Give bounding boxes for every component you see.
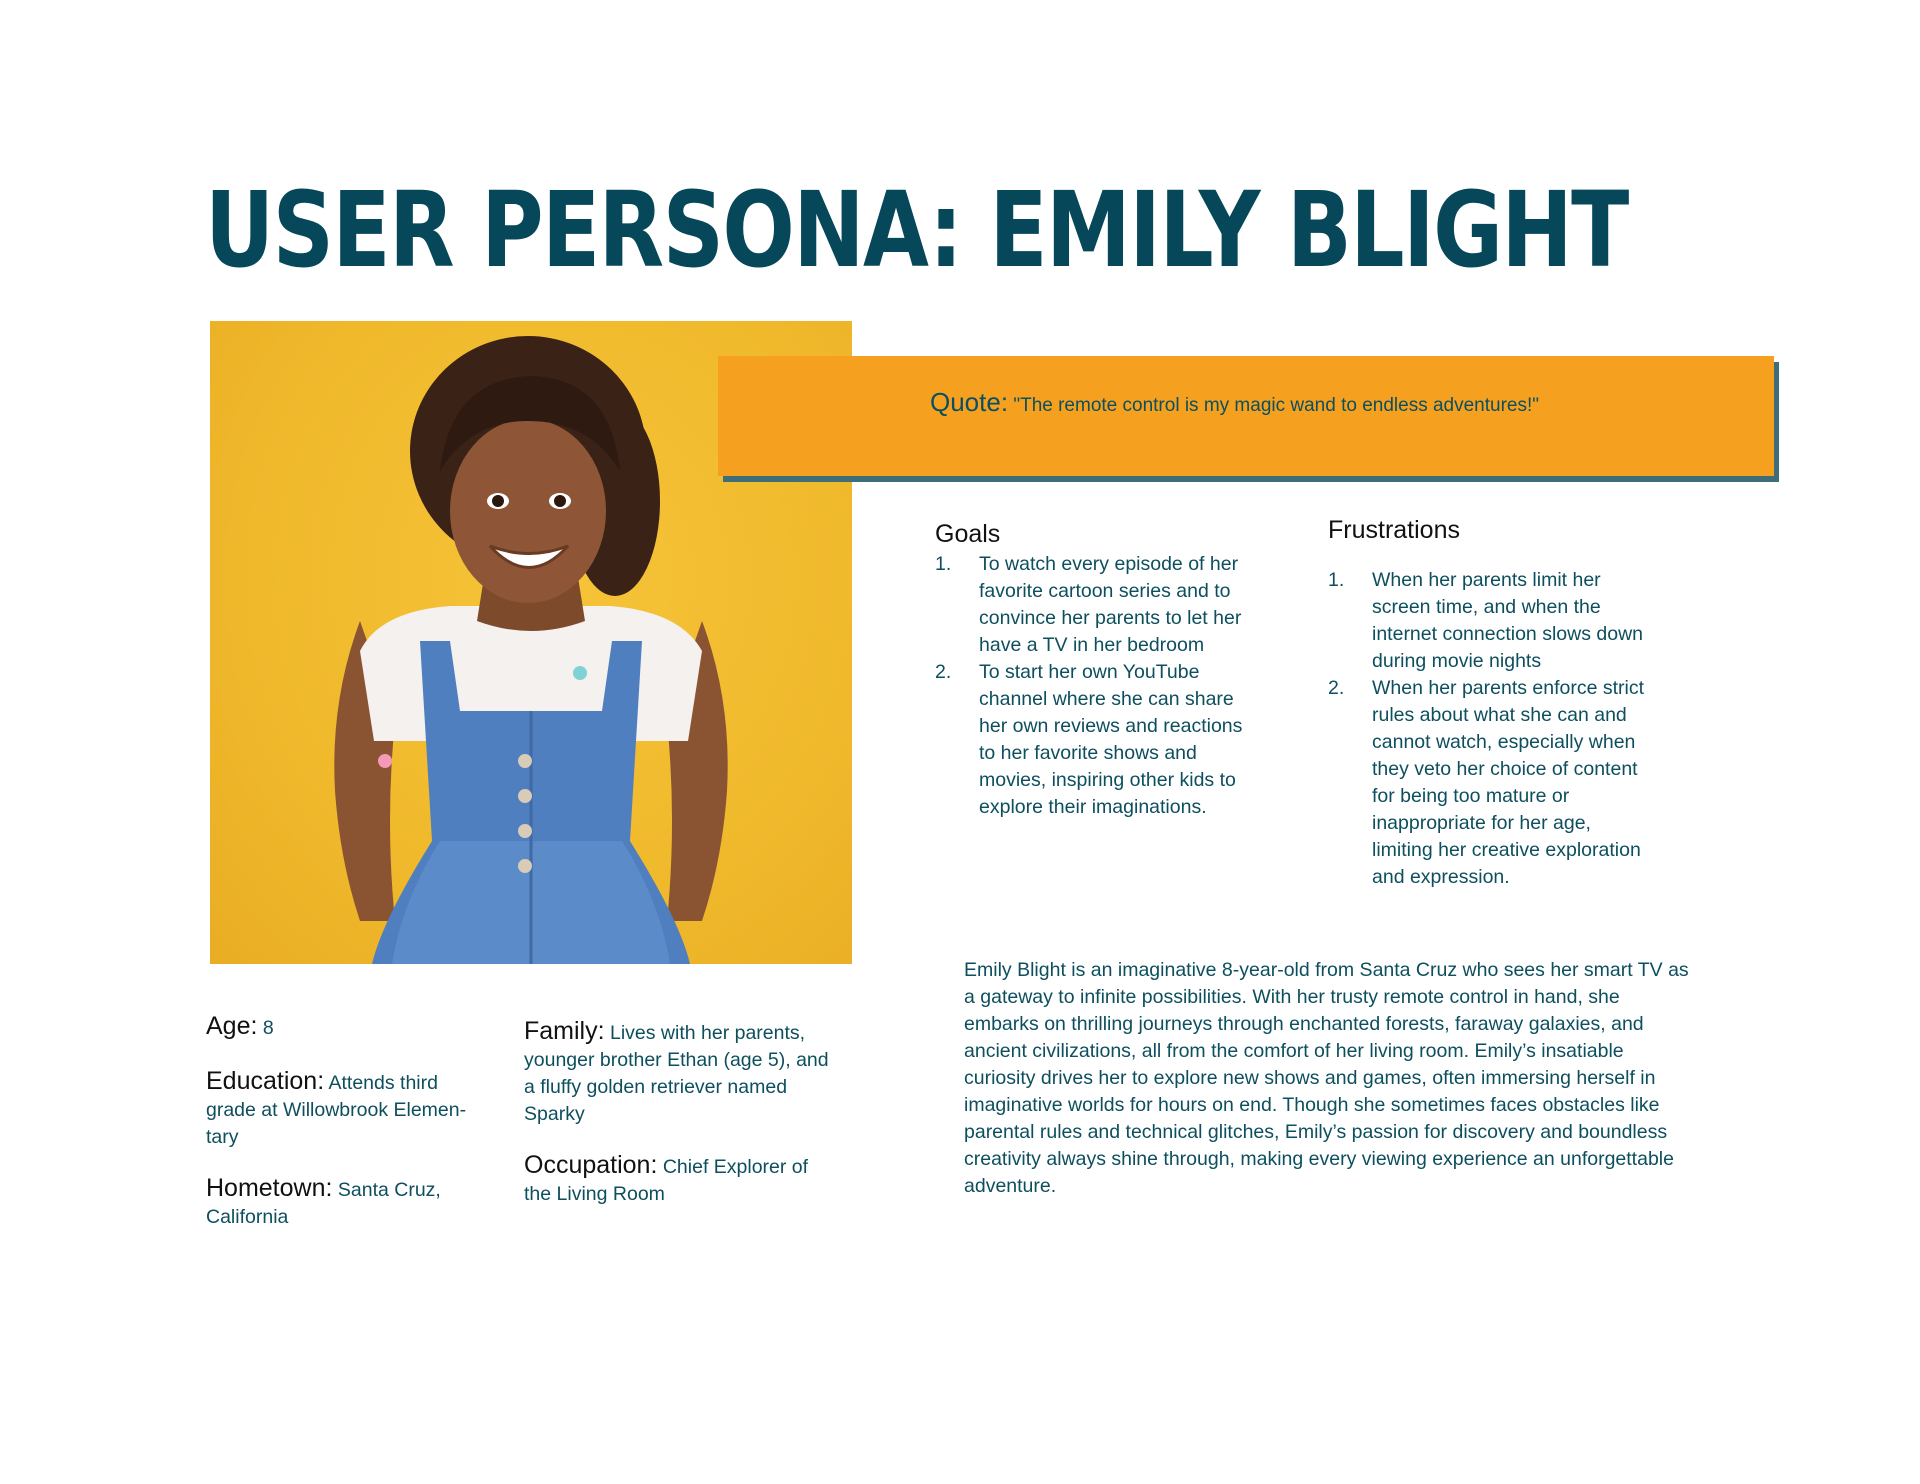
list-item-number: 2. [935,661,952,683]
quote [930,387,1750,418]
list-item-text: To start her own YouTube channel where she can share her own reviews and reactions to her favorite shows and movies, inspiring other kids to explore their imaginations. [979,661,1243,818]
list-item [1328,675,1653,891]
list-item-text: To watch every episode of her favorite cartoon series and to convince her parents to let her have a TV in her bedroom [979,553,1242,656]
fact-age-label: Age: [206,1012,258,1040]
frustrations-section [1328,516,1653,891]
fact-hometown-value: Santa Cruz, California [206,1179,441,1228]
list-item-text: When her parents enforce strict rules about what she can and cannot watch, especially when they veto her choice of content for being too mature or inappropriate for her age, limiting her creative exploration and expression. [1372,677,1645,888]
bio-paragraph: Emily Blight is an imaginative 8-year-old from Santa Cruz who sees her smart TV as a gateway to infinite possibilities. With her trusty remote control in hand, she embarks on thrilling journeys through enchanted forests, faraway galaxies, and ancient civilizations, all from the comfort of her living room. Emily’s insatiable curiosity drives her to explore new shows and games, often immersing herself in imaginative worlds for hours on end. Though she sometimes faces obstacles like parental rules and technical glitches, Emily’s passion for discovery and boundless creativity always shine through, making every viewing experience an unforgettable adventure. [964,959,1689,1197]
fact-education-label: Education: [206,1067,325,1095]
list-item [935,659,1255,821]
frustrations-list [1328,567,1653,891]
fact-education-value: Attends third grade at Willowbrook Elemen-tary [206,1072,467,1148]
goals-list [935,551,1255,821]
fact-age [206,1013,486,1042]
fact-family [524,1018,834,1128]
fact-family-value: Lives with her parents, younger brother Ethan (age 5), and a fluffy golden retriever named Sparky [524,1022,829,1125]
quote-text: "The remote control is my magic wand to endless adventures!" [1013,395,1540,416]
frustrations-heading: Frustrations [1328,516,1460,544]
list-item-number: 1. [935,553,952,575]
fact-education [206,1068,491,1151]
fact-hometown-label: Hometown: [206,1174,333,1202]
goals-heading: Goals [935,520,1001,548]
fact-family-label: Family: [524,1017,605,1045]
fact-occupation [524,1152,834,1208]
list-item [1328,567,1653,675]
fact-hometown [206,1175,486,1231]
goals-section [935,520,1255,821]
page-title: USER PERSONA: EMILY BLIGHT [205,169,1628,291]
list-item-number: 2. [1328,677,1345,699]
quote-label: Quote: [930,387,1009,417]
fact-age-value: 8 [262,1017,274,1039]
list-item-text: When her parents limit her screen time, and when the internet connection slows down during movie nights [1372,569,1643,672]
list-item [935,551,1255,659]
fact-occupation-label: Occupation: [524,1151,658,1179]
list-item-number: 1. [1328,569,1345,591]
fact-occupation-value: Chief Explorer of the Living Room [524,1156,809,1205]
